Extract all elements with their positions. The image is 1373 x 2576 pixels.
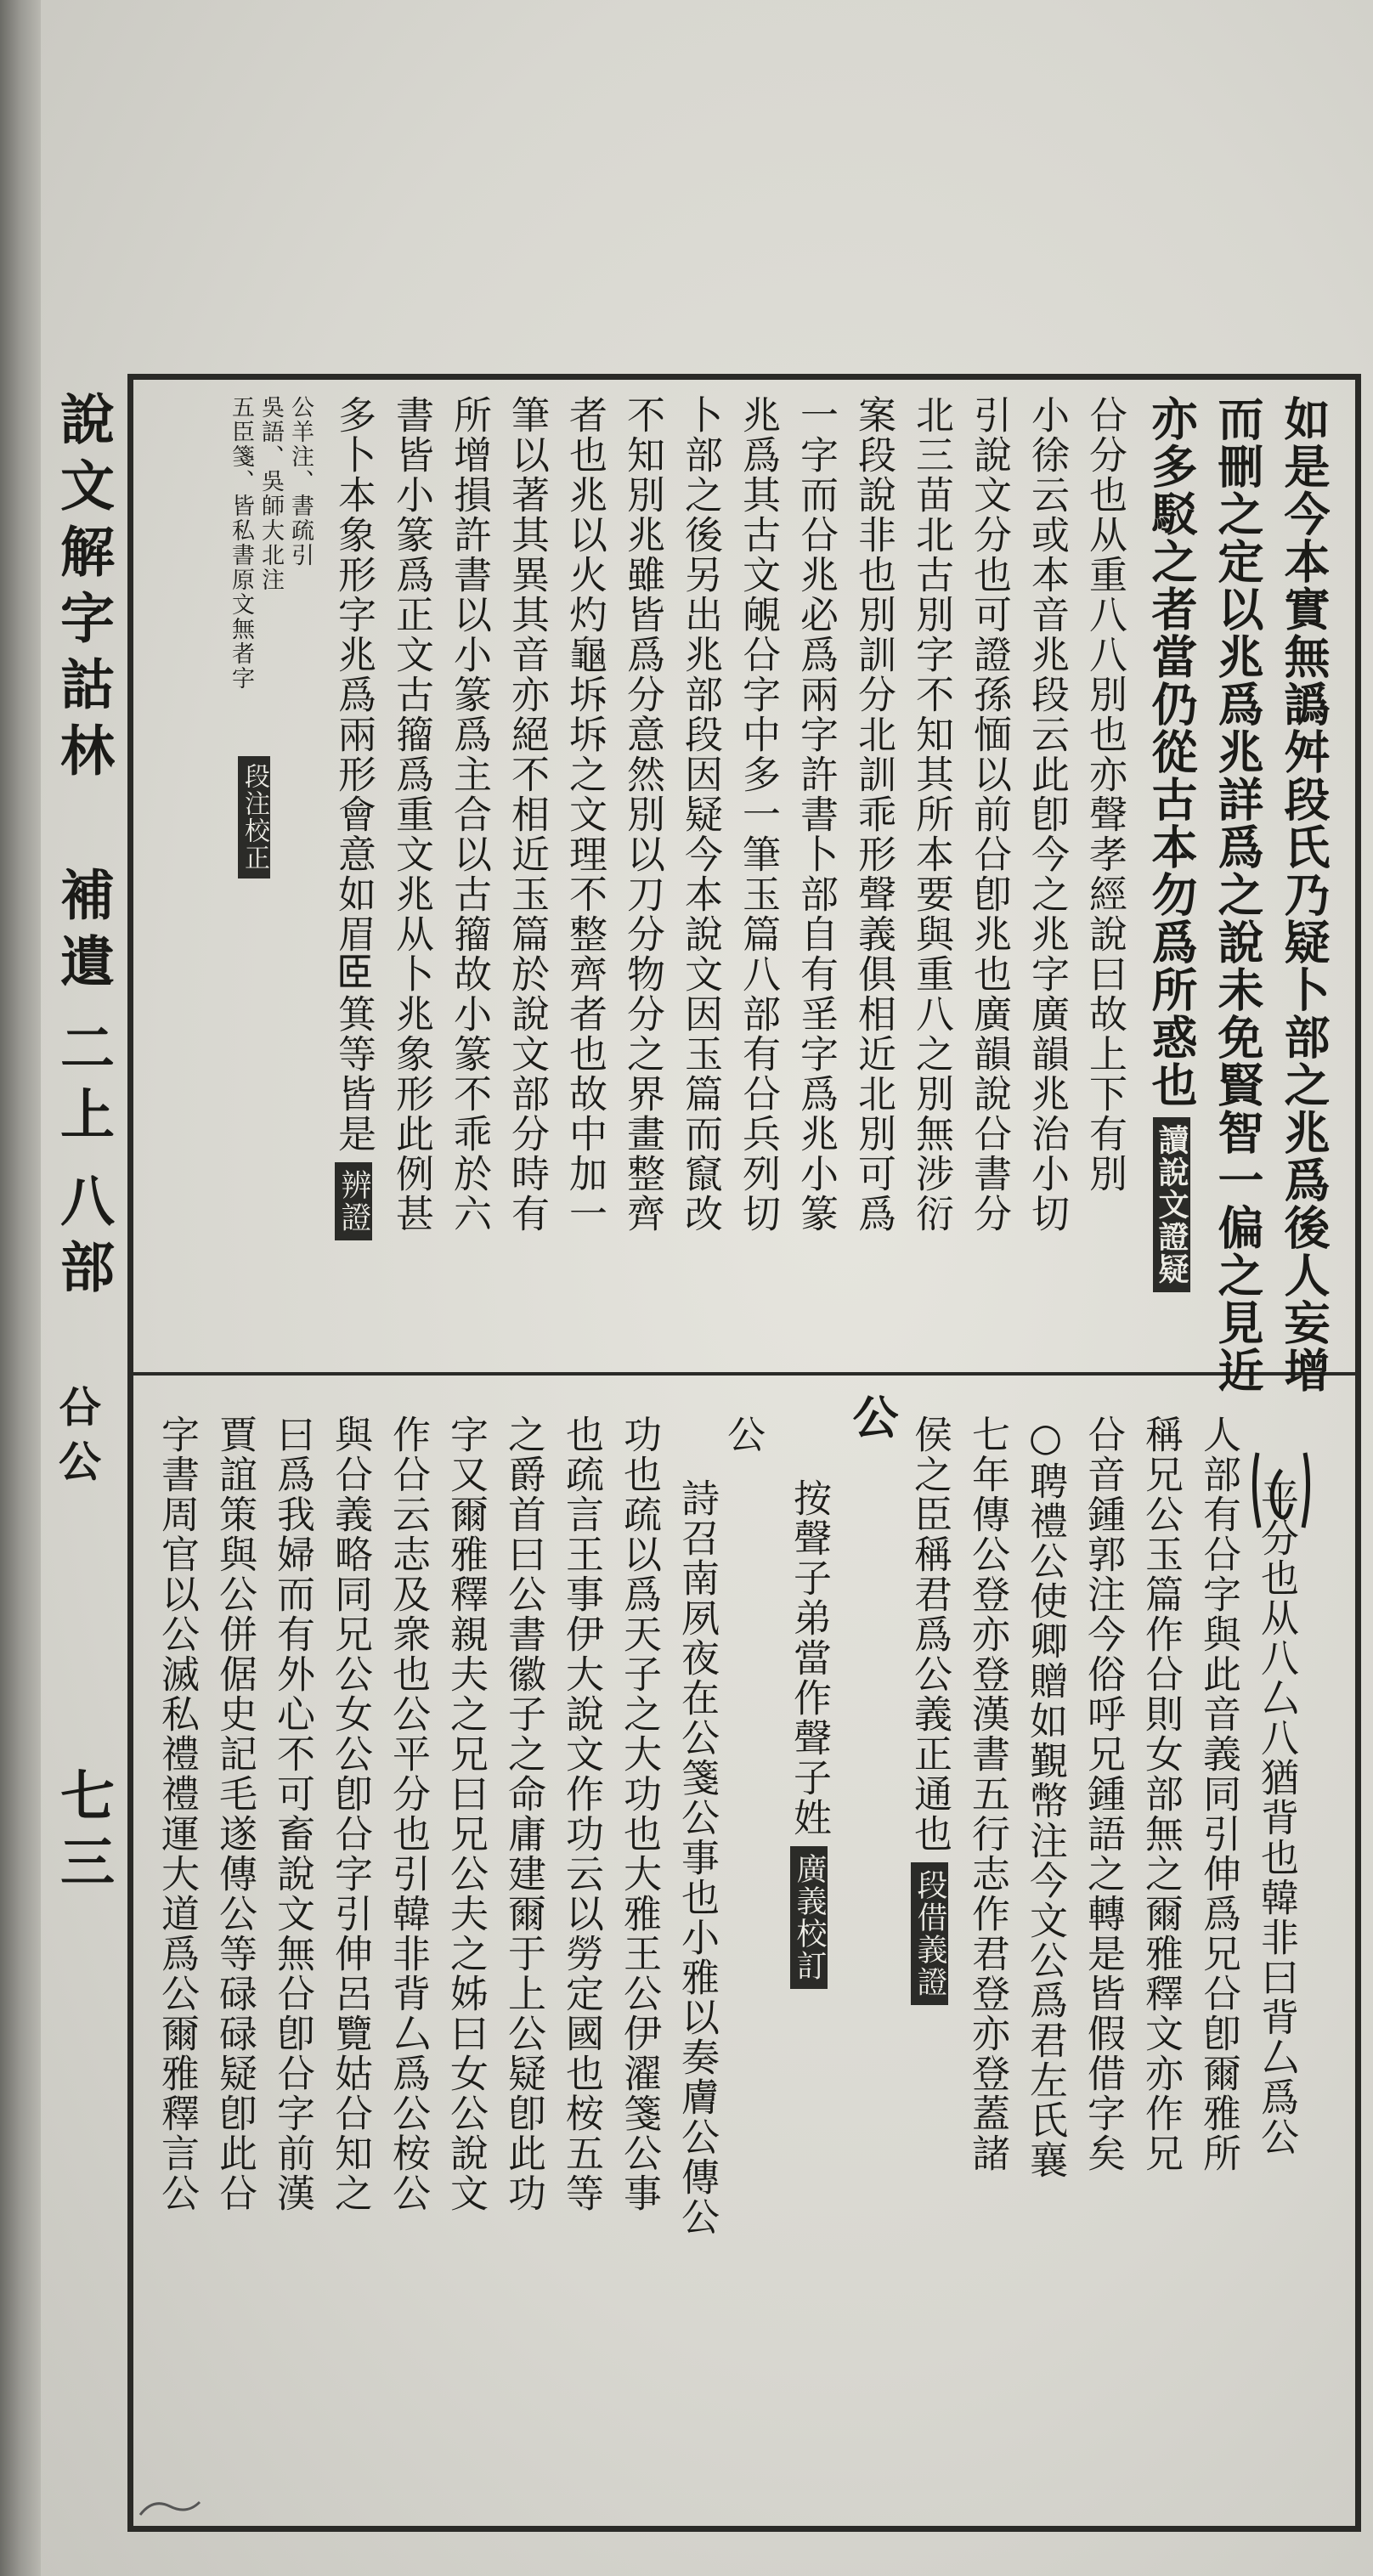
lower-column (1139, 1415, 1184, 2173)
column-text: 賈誼策與公併倨史記毛遂傳公等碌碌疑卽此㕣 (212, 1415, 257, 2213)
column-text: 小徐云或本音兆段云此卽今之兆字廣韻兆治小切 (1025, 395, 1070, 1234)
column-text: 詩召南夙夜在公箋公事也小雅以奏膚公傳公 (675, 1478, 720, 2237)
column-text: 者也兆以火灼龜坼坼之文理不整齊者也故中加一 (562, 395, 607, 1234)
volume-label: 二上 (51, 1020, 115, 1152)
lower-column (328, 1415, 373, 2213)
upper-column (1025, 395, 1070, 1234)
column-text: 與㕣義略同兄公女公卽㕣字引伸呂覽姑㕣知之 (328, 1415, 373, 2213)
page-number: 七三 (51, 1767, 115, 1900)
small-tag-text: 段注校正 (238, 756, 270, 878)
seal-script-glyph-icon (1247, 1444, 1315, 1538)
upper-column (909, 395, 954, 1234)
upper-column (562, 395, 607, 1234)
source-tag: 段借義證 (911, 1862, 948, 2005)
column-text: 所增損許書以小篆爲主合以古籀故小篆不乖於六 (447, 395, 492, 1234)
radical-label: 八部 (51, 1172, 115, 1305)
column-text: 卜部之後另出兆部段因疑今本說文因玉篇而竄改 (678, 395, 723, 1234)
lower-column (907, 1415, 952, 2005)
column-text: 之爵首曰公書徽子之命庸建爾于上公疑卽此功 (501, 1415, 546, 2213)
gutter-section (51, 867, 115, 999)
column-text: 字書周官以公滅私禮禮運大道爲公爾雅釋言公 (155, 1415, 200, 2213)
column-text: 多卜本象形字兆爲兩形會意如眉𦣞箕等皆是 (331, 395, 376, 1154)
lower-column (501, 1415, 546, 2213)
lower-column (720, 1415, 766, 1455)
small-source-tag (238, 748, 270, 878)
column-text: 也疏言王事伊大說文作功云以勞定國也桉五等 (559, 1415, 604, 2213)
lower-column (617, 1415, 662, 2213)
upper-column (1144, 395, 1199, 1292)
annotation-note: 五臣箋、皆私書原文無者字 (228, 395, 254, 691)
column-text: 侯之臣稱君爲公義正通也 (907, 1415, 952, 1854)
column-text: 字又爾雅釋親夫之兄曰兄公夫之姊曰女公說文 (444, 1415, 489, 2213)
column-text: 功也疏以爲天子之大功也大雅王公伊濯箋公事 (617, 1415, 662, 2213)
lower-column (965, 1415, 1010, 2173)
upper-column (1211, 395, 1265, 1394)
lower-column (444, 1415, 489, 2213)
column-text: 人部有㕣字與此音義同引伸爲兄㕣卽爾雅所 (1196, 1415, 1241, 2173)
gutter-entries (52, 1385, 102, 1494)
ink-smudge-icon (136, 2489, 204, 2523)
column-text: ○聘禮公使卿贈如覲幣注今文公爲君左氏襄 (1023, 1415, 1068, 2180)
lower-column (787, 1478, 832, 1989)
column-text: 引說文分也可證孫愐以前㕣卽兆也廣韻說㕣書分 (967, 395, 1012, 1234)
gutter-radical (51, 1172, 115, 1305)
upper-column (505, 395, 550, 1234)
upper-column (331, 395, 376, 1240)
column-text: 平分也从八厶八猶背也韓非曰背厶爲公 (1254, 1478, 1299, 2157)
section-label: 補遺 (51, 867, 115, 999)
column-text: 書皆小篆爲正文古籀爲重文兆从卜兆象形此例甚 (389, 395, 434, 1234)
lower-column (1023, 1415, 1068, 2180)
column-text: 按聲子弟當作聲子姓 (787, 1478, 832, 1838)
lower-column (675, 1478, 720, 2237)
entries-label: 㕣公 (52, 1385, 102, 1494)
column-text: 公 (720, 1415, 766, 1455)
lower-column (212, 1415, 257, 2213)
scan-edge (0, 0, 41, 2576)
lower-column (386, 1415, 431, 2213)
annotation-note: 公羊注、書疏引 (287, 395, 314, 568)
upper-column (1082, 395, 1127, 1194)
column-text: 㕣音鍾郭注今俗呼兄鍾語之轉是皆假借字矣 (1081, 1415, 1126, 2173)
column-text: 作㕣云志及衆也公平分也引韓非背厶爲公桉公 (386, 1415, 431, 2213)
upper-column (447, 395, 492, 1234)
source-tag: 辨證 (335, 1162, 372, 1240)
upper-column (851, 395, 896, 1234)
source-tag: 讀說文證疑 (1153, 1117, 1190, 1292)
lower-column (270, 1415, 315, 2213)
column-text: 公 (845, 1393, 900, 1441)
lower-column (1254, 1478, 1299, 2157)
column-text: 㕣分也从重八八別也亦聲孝經說曰故上下有別 (1082, 395, 1127, 1194)
column-text: 曰爲我婦而有外心不可畜說文無㕣卽㕣字前漢 (270, 1415, 315, 2213)
section-divider (127, 1372, 1361, 1376)
column-text: 而刪之定以兆爲兆詳爲之說未免賢智一偏之見近 (1211, 395, 1265, 1394)
source-tag: 廣義校訂 (790, 1846, 828, 1989)
column-text: 北三苗北古別字不知其所本要與重八之別無涉衍 (909, 395, 954, 1234)
column-text: 如是今本實無譌舛段氏乃疑卜部之兆爲後人妄增 (1277, 395, 1331, 1394)
column-text: 不知別兆雖皆爲分意然別以刀分物分之界畫整齊 (620, 395, 665, 1234)
lower-column (559, 1415, 604, 2213)
gutter-title (51, 391, 115, 788)
lower-column (1196, 1415, 1241, 2173)
column-text: 案段說非也別訓分北訓乖形聲義俱相近北別可爲 (851, 395, 896, 1234)
column-text: 筆以著其異其音亦絕不相近玉篇於說文部分時有 (505, 395, 550, 1234)
column-text: 亦多駁之者當仍從古本勿爲所惑也 (1144, 395, 1199, 1109)
upper-column (967, 395, 1012, 1234)
upper-column (620, 395, 665, 1234)
column-text: 七年傳公登亦登漢書五行志作君登亦登蓋諸 (965, 1415, 1010, 2173)
upper-column (736, 395, 781, 1234)
annotation-note: 吳語、吳師大北注 (257, 395, 284, 592)
lower-column (155, 1415, 200, 2213)
column-text: 一字而㕣兆必爲兩字許書卜部自有㸒字爲兆小篆 (794, 395, 839, 1234)
column-text: 稱兄公玉篇作㕣則女部無之爾雅釋文亦作兄 (1139, 1415, 1184, 2173)
lower-column (1081, 1415, 1126, 2173)
upper-column (794, 395, 839, 1234)
book-title: 說文解字詁林 (51, 391, 115, 788)
gutter-page (51, 1767, 115, 1900)
upper-column (678, 395, 723, 1234)
upper-column (1277, 395, 1331, 1394)
lower-column (845, 1393, 900, 1441)
gutter-volume (51, 1020, 115, 1152)
upper-column (389, 395, 434, 1234)
column-text: 兆爲其古文䚁㕣字中多一筆玉篇八部有㕣兵列切 (736, 395, 781, 1234)
